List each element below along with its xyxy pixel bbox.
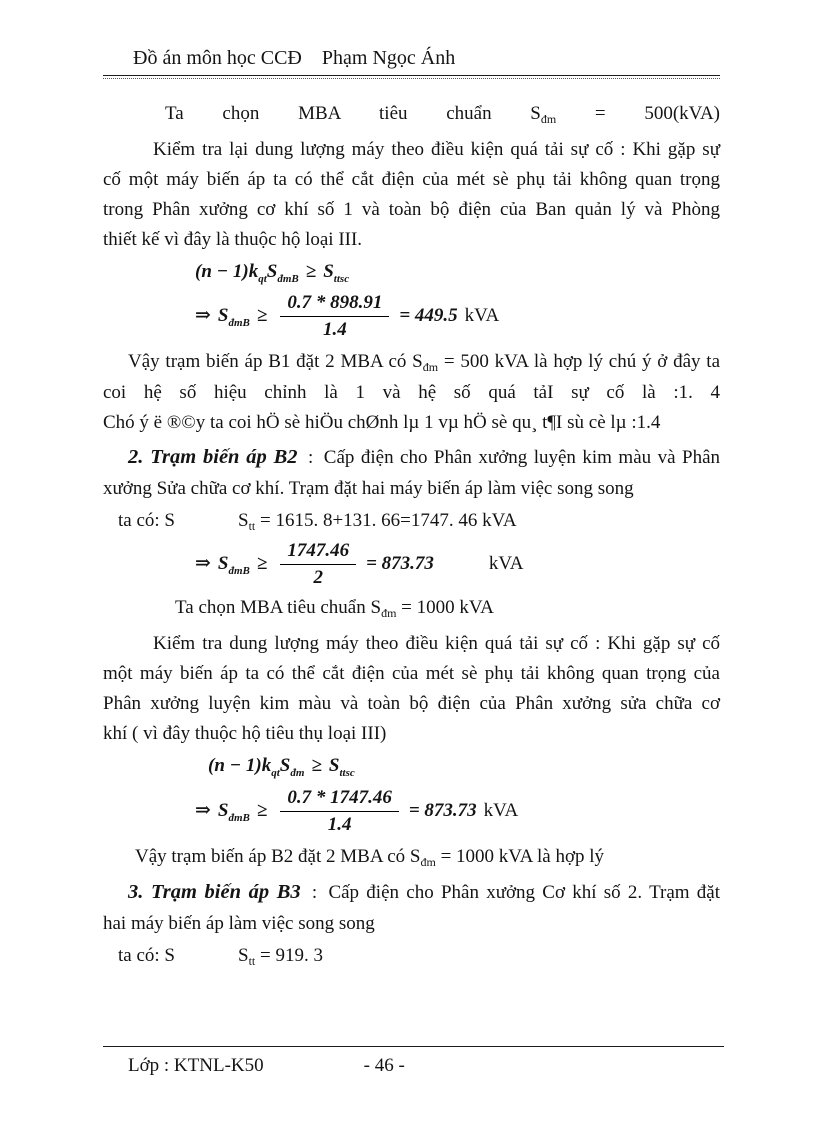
section-title: 2. Trạm biến áp B2 [128,446,298,468]
geq-symbol: ≥ [256,304,268,326]
text-segment: = 500 kVA là hợp lý chú ý ở đây ta [443,351,721,372]
geq-symbol: ≥ [256,799,268,821]
geq-symbol: ≥ [305,261,317,282]
text-line: trong Phân xưởng cơ khí số 1 và toàn bộ điện của Ban quản lý và Phòng [103,199,720,220]
formula-term: S [217,799,229,821]
text-line: một máy biến áp ta có thể cắt điện của mét sè phụ tải không quan trọng của [103,663,720,684]
subscript-dm: đm [381,606,397,620]
subscript-tt: tt [248,519,256,533]
unit-label: kVA [488,552,524,574]
choose-mba-1000-line [103,593,720,624]
intro-line [103,99,720,130]
text-line: thiết kế vì đây là thuộc hộ loại III. [103,229,363,250]
formula-term: S [217,304,229,326]
paragraph-conclusion-b1 [103,347,720,438]
symbol-s: S [238,510,249,531]
separator: : [311,882,318,903]
unit-label: kVA [483,799,519,821]
heading-line: xưởng Sửa chữa cơ khí. Trạm đặt hai máy biến áp làm việc song song [103,478,634,499]
intro-text: Ta chọn MBA tiêu chuẩn S [165,103,541,124]
formula-subscript: đm [290,767,305,779]
subscript-dm: đm [422,360,439,374]
formula-smin-check-b2 [195,786,720,837]
fraction-denominator: 1.4 [327,814,352,835]
subscript-dm: đm [540,112,557,126]
formula-term: S [328,755,340,776]
footer-class-label: Lớp : KTNL-K50 [128,1055,264,1076]
implies-symbol: ⇒ [195,304,211,326]
implies-symbol: ⇒ [195,552,211,574]
stt-equation: = 1615. 8+131. 66=1747. 46 kVA [255,510,517,531]
page-footer [103,1046,724,1079]
stt-line-b3 [103,941,720,972]
subscript-dm: đm [420,855,436,869]
implies-symbol: ⇒ [195,799,211,821]
header-author-name: Phạm Ngọc Ánh [321,47,456,69]
formula-subscript: đmB [228,316,250,329]
text-segment: = 1000 kVA [396,597,494,618]
header-rule [103,76,720,79]
fraction-denominator: 1.4 [322,319,347,340]
formula-term: S [266,261,278,282]
paragraph-check-overload-b2 [103,629,720,749]
section-heading-b3 [103,876,720,939]
heading-text: Cấp điện cho Phân xưởng Cơ khí số 2. Trạm đặt [328,882,720,903]
paragraph-check-overload-b1 [103,135,720,255]
text-segment: Vậy trạm biến áp B2 đặt 2 MBA có S [135,846,421,867]
formula-result: = 449.5 [399,304,458,326]
fraction-denominator: 2 [313,567,323,588]
stt-line-b2 [103,506,720,537]
formula-term: S [279,755,291,776]
formula-subscript: ttsc [333,273,350,285]
intro-value: = 500(kVA) [594,103,720,124]
text-segment: Vậy trạm biến áp B1 đặt 2 MBA có S [128,351,423,372]
formula-result: = 873.73 [408,799,477,821]
geq-symbol: ≥ [256,552,268,574]
text-line [103,347,720,378]
formula-subscript: đmB [228,564,250,577]
formula-smin-b2 [195,539,720,590]
formula-term: (n − 1)k [208,755,272,776]
text-line: Phân xưởng luyện kim màu và toàn bộ điện của Phân xưởng sửa chữa cơ [103,693,720,714]
formula-term: S [217,552,229,574]
text-segment: = 1000 kVA là hợp lý [435,846,605,867]
taco-label: ta có: S [118,510,175,531]
heading-line: hai máy biến áp làm việc song song [103,913,375,934]
heading-line [103,441,720,474]
formula-subscript: đmB [277,273,299,285]
fraction [280,786,399,837]
formula-subscript: đmB [228,811,250,824]
text-line: Kiểm tra dung lượng máy theo điều kiện quá tải sự cố : Khi gặp sự cố [153,633,720,654]
fraction-numerator: 0.7 * 898.91 [280,291,389,317]
stt-value [238,510,517,531]
formula-subscript: qt [271,767,280,779]
stt-value [238,945,323,966]
heading-text: Cấp điện cho Phân xưởng luyện kim màu và Phân [323,447,721,468]
geq-symbol: ≥ [311,755,322,776]
page-header [103,45,720,76]
heading-line [103,876,720,909]
section-heading-b2 [103,441,720,504]
subscript-tt: tt [248,954,256,968]
fraction-numerator: 1747.46 [280,539,356,565]
formula-overload-condition-b1 [195,257,720,289]
taco-label: ta có: S [118,945,175,966]
text-line-garbled: Chó ý ë ®©y ta coi hÖ sè hiÖu chØnh lµ 1 vµ hÖ sè qu¸ t¶I sù cè lµ :1.4 [103,412,661,433]
footer-page-number: - 46 - [363,1055,405,1076]
paragraph-conclusion-b2 [103,842,720,873]
formula-subscript: ttsc [339,767,355,779]
formula-term: (n − 1)k [195,261,259,282]
symbol-s: S [238,945,249,966]
formula-smin-b1 [195,291,720,342]
text-line: cố một máy biến áp ta có thể cắt điện của mét sè phụ tải không quan trọng [103,169,720,190]
text-line: coi hệ số hiệu chỉnh là 1 và hệ số quá tảI sự cố là :1. 4 [103,382,720,403]
formula-overload-condition-b2 [208,751,720,783]
formula-term: S [323,261,334,282]
fraction [280,539,356,590]
fraction [280,291,389,342]
separator: : [308,447,314,468]
text-segment: Ta chọn MBA tiêu chuẩn S [175,597,382,618]
fraction-numerator: 0.7 * 1747.46 [280,786,399,812]
formula-subscript: qt [258,273,267,285]
stt-equation: = 919. 3 [255,945,323,966]
text-line: khí ( vì đây thuộc hộ tiêu thụ loại III) [103,723,387,744]
header-course-title: Đồ án môn học CCĐ [133,47,302,69]
text-line: Kiểm tra lại dung lượng máy theo điều kiện quá tải sự cố : Khi gặp sự [153,139,720,160]
formula-result: = 873.73 [366,552,434,574]
unit-label: kVA [464,304,500,326]
section-title: 3. Trạm biến áp B3 [128,881,301,903]
